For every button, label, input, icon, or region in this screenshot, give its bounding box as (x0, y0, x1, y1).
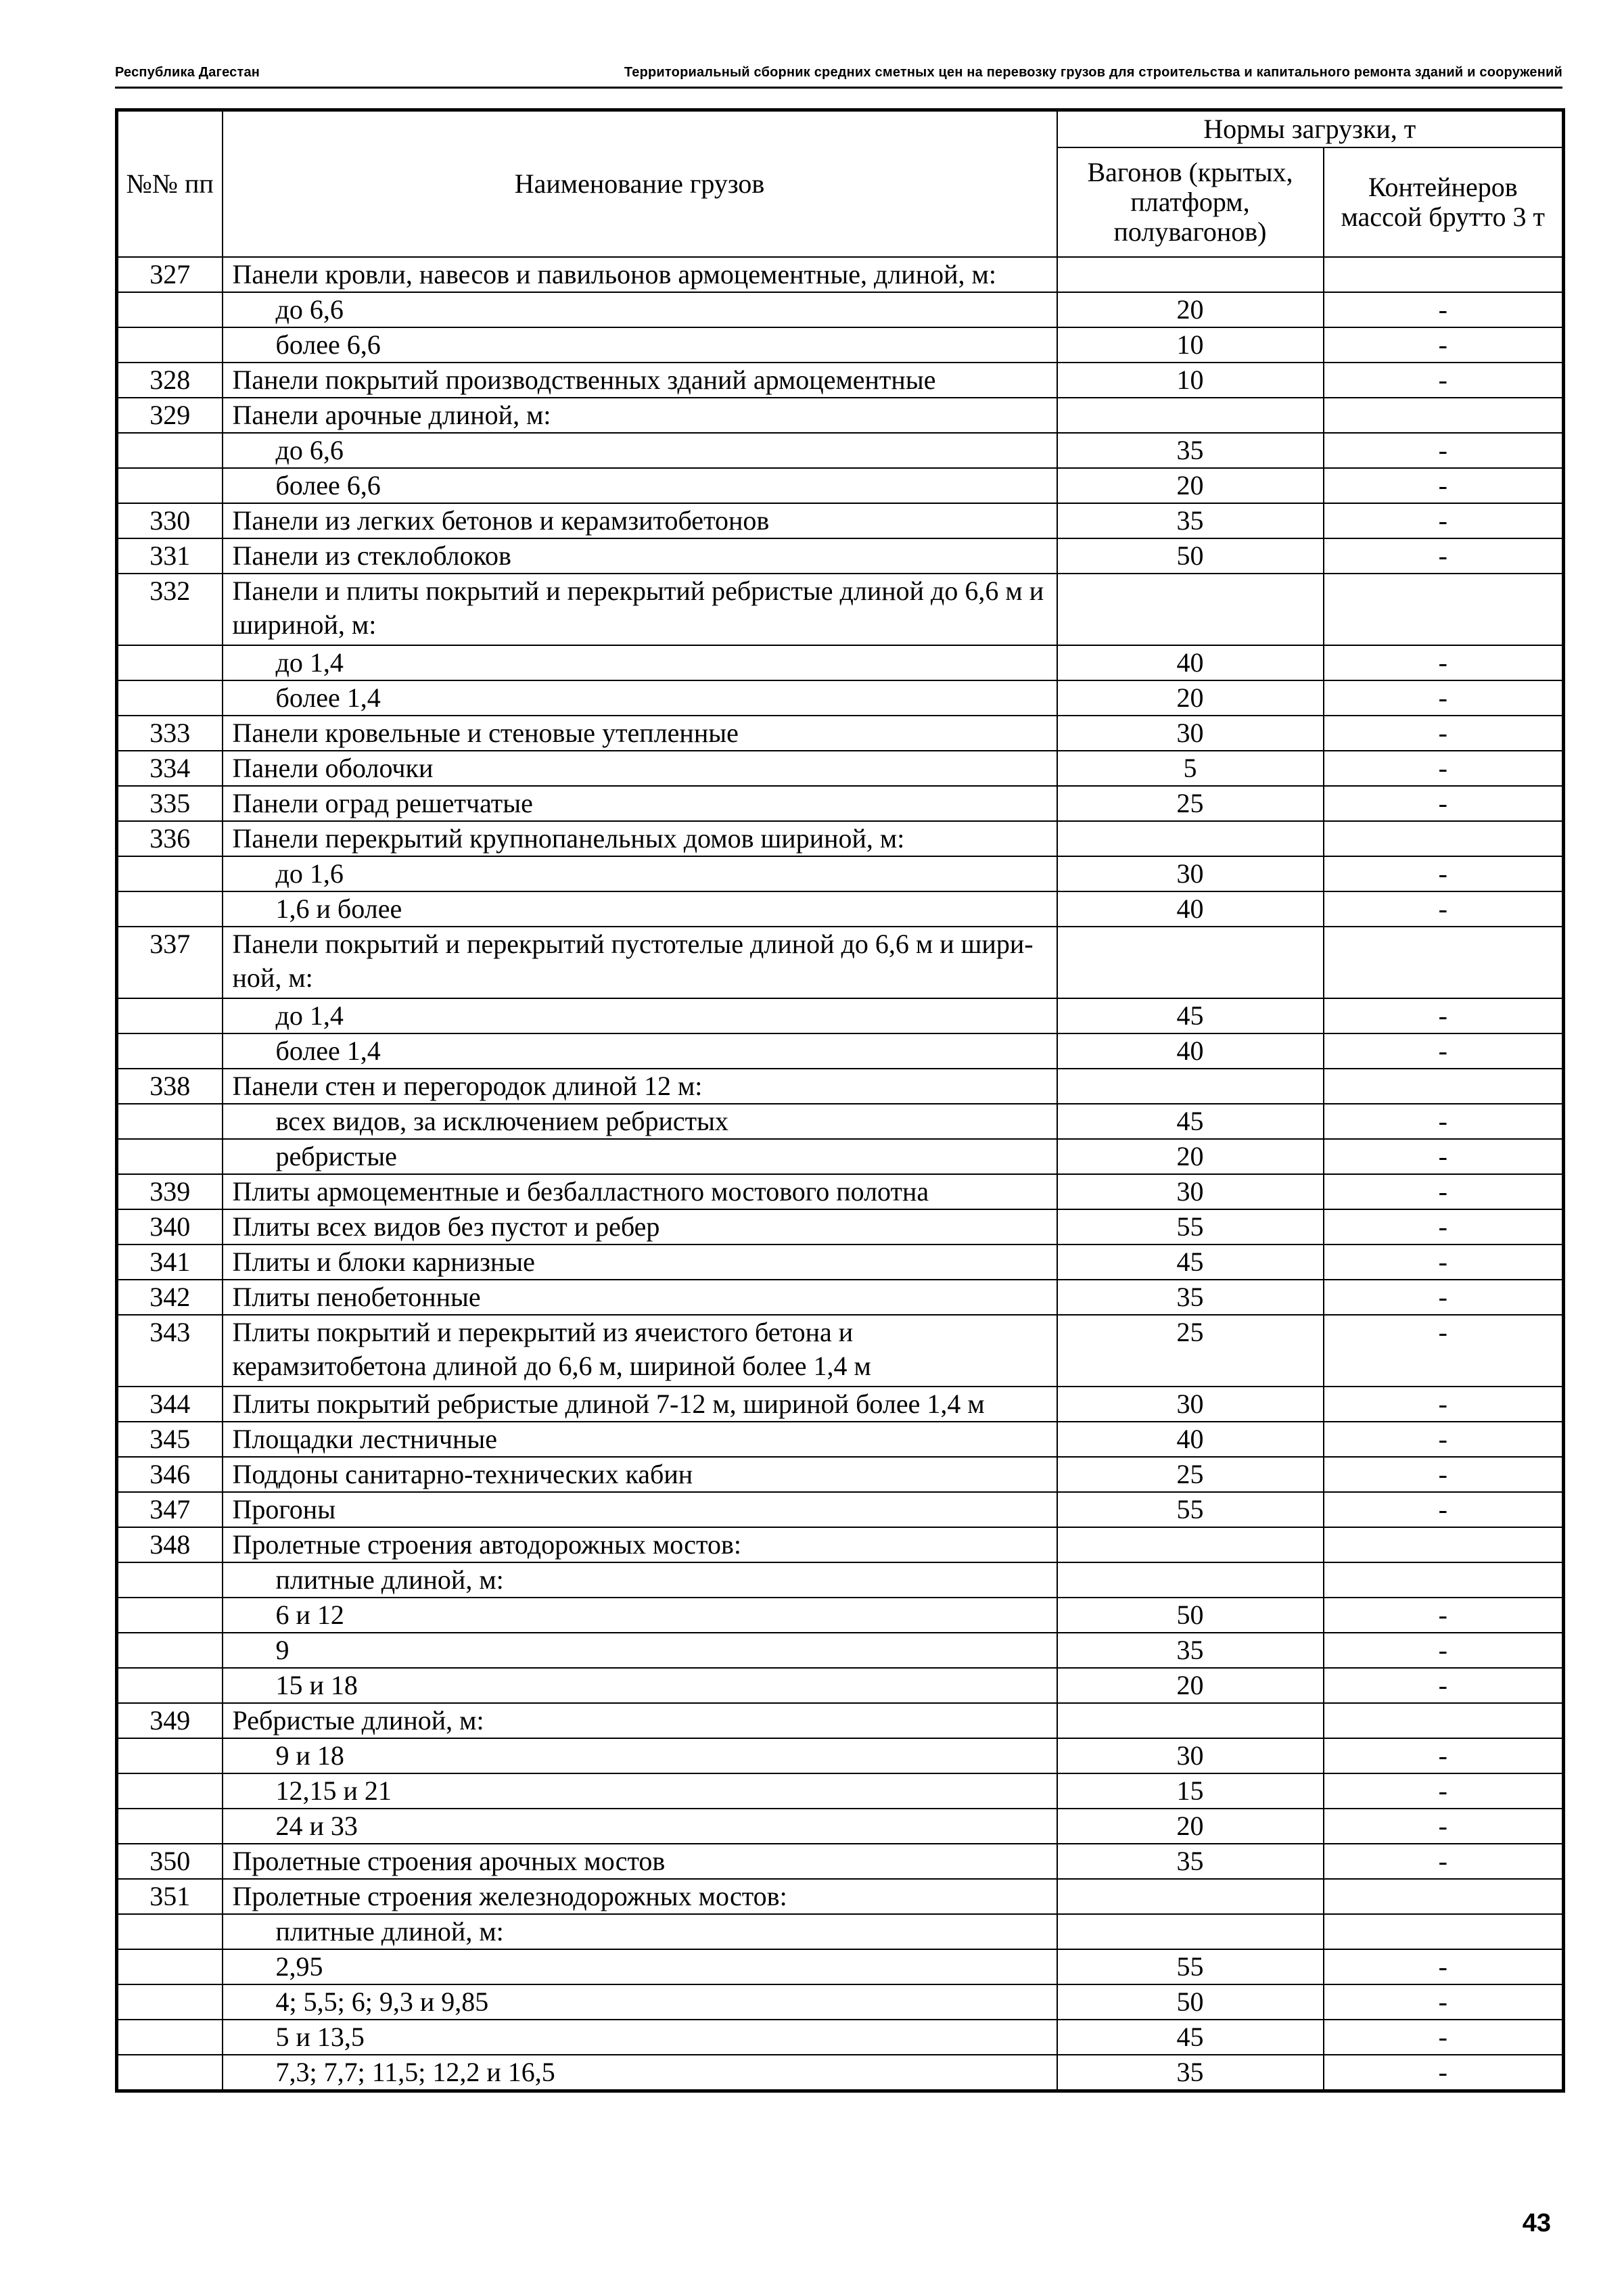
table-row (117, 680, 1564, 716)
table-row (117, 257, 1564, 292)
cell-cargo-name: Панели покрытий и перекрытий пустотелые длиной до 6,6 м и шири-ной, м: (223, 927, 1057, 998)
cell-number: 337 (117, 927, 223, 998)
cell-containers-norm: - (1324, 1033, 1564, 1069)
cell-containers-norm (1324, 1562, 1564, 1598)
cell-number (117, 1139, 223, 1174)
cell-number (117, 1738, 223, 1773)
table-row (117, 1174, 1564, 1209)
table-row (117, 1139, 1564, 1174)
table-row (117, 327, 1564, 363)
cell-wagons-norm: 35 (1057, 1280, 1324, 1315)
table-row (117, 503, 1564, 538)
column-header-name: Наименование грузов (223, 110, 1057, 258)
cell-wagons-norm (1057, 1527, 1324, 1562)
cell-cargo-name: Панели перекрытий крупнопанельных домов шириной, м: (223, 821, 1057, 856)
cell-cargo-name: 5 и 13,5 (223, 2020, 1057, 2055)
cell-containers-norm: - (1324, 891, 1564, 927)
page-number: 43 (1522, 2209, 1551, 2237)
cell-wagons-norm: 10 (1057, 327, 1324, 363)
cell-number: 341 (117, 1244, 223, 1280)
cell-cargo-name: плитные длиной, м: (223, 1562, 1057, 1598)
cell-cargo-name: Поддоны санитарно-технических кабин (223, 1457, 1057, 1492)
cell-containers-norm: - (1324, 433, 1564, 468)
cell-number: 339 (117, 1174, 223, 1209)
running-header (115, 65, 1562, 87)
cell-number (117, 856, 223, 891)
cell-number (117, 645, 223, 680)
table-row (117, 998, 1564, 1033)
cell-wagons-norm: 40 (1057, 1422, 1324, 1457)
cell-cargo-name: 15 и 18 (223, 1668, 1057, 1703)
cell-wagons-norm (1057, 927, 1324, 998)
cell-cargo-name: Панели оболочки (223, 751, 1057, 786)
cell-number: 336 (117, 821, 223, 856)
cell-containers-norm: - (1324, 1773, 1564, 1809)
cell-number: 327 (117, 257, 223, 292)
cell-cargo-name: Панели кровельные и стеновые утепленные (223, 716, 1057, 751)
cell-containers-norm: - (1324, 538, 1564, 574)
cell-containers-norm (1324, 1914, 1564, 1949)
cell-cargo-name: 12,15 и 21 (223, 1773, 1057, 1809)
cell-number (117, 1668, 223, 1703)
cell-wagons-norm: 20 (1057, 468, 1324, 503)
cell-wagons-norm: 25 (1057, 1457, 1324, 1492)
cell-containers-norm (1324, 1703, 1564, 1738)
cell-cargo-name: более 1,4 (223, 1033, 1057, 1069)
cell-containers-norm (1324, 574, 1564, 645)
table-row (117, 2055, 1564, 2091)
cell-cargo-name: Ребристые длиной, м: (223, 1703, 1057, 1738)
table-row (117, 1527, 1564, 1562)
cell-number (117, 433, 223, 468)
cell-cargo-name: до 6,6 (223, 433, 1057, 468)
cell-number: 342 (117, 1280, 223, 1315)
table-row (117, 292, 1564, 327)
cell-wagons-norm: 40 (1057, 1033, 1324, 1069)
cell-cargo-name: Пролетные строения железнодорожных мостов: (223, 1879, 1057, 1914)
cell-number (117, 1984, 223, 2020)
cell-wagons-norm: 50 (1057, 1598, 1324, 1633)
cell-wagons-norm: 55 (1057, 1492, 1324, 1527)
cell-number: 329 (117, 398, 223, 433)
table-row (117, 1949, 1564, 1984)
cell-wagons-norm: 20 (1057, 1809, 1324, 1844)
cell-containers-norm: - (1324, 856, 1564, 891)
cell-cargo-name: 1,6 и более (223, 891, 1057, 927)
cell-wagons-norm: 30 (1057, 716, 1324, 751)
table-row (117, 1387, 1564, 1422)
cell-number: 349 (117, 1703, 223, 1738)
cell-containers-norm: - (1324, 1139, 1564, 1174)
cell-containers-norm: - (1324, 1280, 1564, 1315)
cell-containers-norm: - (1324, 1492, 1564, 1527)
cell-wagons-norm: 35 (1057, 433, 1324, 468)
cell-wagons-norm: 55 (1057, 1209, 1324, 1244)
cell-containers-norm: - (1324, 1422, 1564, 1457)
cell-number (117, 1104, 223, 1139)
cell-wagons-norm: 45 (1057, 998, 1324, 1033)
cell-containers-norm (1324, 1069, 1564, 1104)
cell-containers-norm: - (1324, 1738, 1564, 1773)
cell-cargo-name: 4; 5,5; 6; 9,3 и 9,85 (223, 1984, 1057, 2020)
cell-containers-norm: - (1324, 1598, 1564, 1633)
cell-containers-norm: - (1324, 292, 1564, 327)
cell-number: 350 (117, 1844, 223, 1879)
cell-number: 347 (117, 1492, 223, 1527)
cell-containers-norm (1324, 398, 1564, 433)
cell-number (117, 998, 223, 1033)
cell-cargo-name: Панели из стеклоблоков (223, 538, 1057, 574)
cell-containers-norm: - (1324, 716, 1564, 751)
cell-cargo-name: до 1,4 (223, 645, 1057, 680)
cell-number (117, 468, 223, 503)
cell-containers-norm: - (1324, 1844, 1564, 1879)
cell-number (117, 2020, 223, 2055)
table-row (117, 716, 1564, 751)
cell-cargo-name: Плиты и блоки карнизные (223, 1244, 1057, 1280)
table-row (117, 538, 1564, 574)
table-row (117, 574, 1564, 645)
cell-wagons-norm: 15 (1057, 1773, 1324, 1809)
table-row (117, 891, 1564, 927)
cell-wagons-norm: 50 (1057, 538, 1324, 574)
cell-number: 331 (117, 538, 223, 574)
table-row (117, 1914, 1564, 1949)
header-rule (115, 87, 1562, 89)
cell-wagons-norm: 20 (1057, 1139, 1324, 1174)
table-row (117, 1879, 1564, 1914)
cell-number (117, 680, 223, 716)
cell-containers-norm (1324, 257, 1564, 292)
cell-number (117, 292, 223, 327)
cell-number: 334 (117, 751, 223, 786)
table-row (117, 786, 1564, 821)
cell-containers-norm: - (1324, 468, 1564, 503)
table-row (117, 1809, 1564, 1844)
table-row (117, 645, 1564, 680)
header-region: Республика Дагестан (115, 65, 260, 80)
cell-wagons-norm: 25 (1057, 786, 1324, 821)
cell-containers-norm: - (1324, 1209, 1564, 1244)
cell-containers-norm: - (1324, 1104, 1564, 1139)
cell-wagons-norm: 45 (1057, 2020, 1324, 2055)
cell-cargo-name: Панели из легких бетонов и керамзитобетонов (223, 503, 1057, 538)
cell-containers-norm: - (1324, 2020, 1564, 2055)
cell-number: 332 (117, 574, 223, 645)
cell-number (117, 1562, 223, 1598)
table-row (117, 433, 1564, 468)
cell-number (117, 327, 223, 363)
cell-containers-norm (1324, 927, 1564, 998)
cell-wagons-norm: 30 (1057, 1738, 1324, 1773)
table-row (117, 1069, 1564, 1104)
cell-cargo-name: Пролетные строения арочных мостов (223, 1844, 1057, 1879)
table-row (117, 1422, 1564, 1457)
cell-containers-norm: - (1324, 680, 1564, 716)
cell-containers-norm: - (1324, 1244, 1564, 1280)
cell-wagons-norm (1057, 1879, 1324, 1914)
cell-number (117, 1914, 223, 1949)
table-row (117, 1844, 1564, 1879)
cell-wagons-norm: 55 (1057, 1949, 1324, 1984)
cell-wagons-norm: 20 (1057, 1668, 1324, 1703)
cell-containers-norm: - (1324, 503, 1564, 538)
cell-number (117, 1809, 223, 1844)
cell-cargo-name: Прогоны (223, 1492, 1057, 1527)
cell-containers-norm: - (1324, 1387, 1564, 1422)
table-row (117, 1280, 1564, 1315)
cell-containers-norm: - (1324, 1949, 1564, 1984)
table-row (117, 1492, 1564, 1527)
cell-cargo-name: 9 (223, 1633, 1057, 1668)
cell-number (117, 1633, 223, 1668)
cell-containers-norm: - (1324, 1315, 1564, 1387)
table-row (117, 398, 1564, 433)
table-row (117, 1244, 1564, 1280)
cell-containers-norm: - (1324, 1668, 1564, 1703)
cell-wagons-norm (1057, 821, 1324, 856)
cell-wagons-norm: 30 (1057, 1174, 1324, 1209)
cell-cargo-name: Плиты пенобетонные (223, 1280, 1057, 1315)
cell-cargo-name: Плиты покрытий и перекрытий из ячеистого бетона и керамзитобетона длиной до 6,6 м, шириной более 1,4 м (223, 1315, 1057, 1387)
cell-wagons-norm: 5 (1057, 751, 1324, 786)
cell-wagons-norm: 25 (1057, 1315, 1324, 1387)
table-row (117, 1033, 1564, 1069)
cell-number (117, 891, 223, 927)
cell-number: 340 (117, 1209, 223, 1244)
cell-containers-norm (1324, 1527, 1564, 1562)
cell-containers-norm: - (1324, 998, 1564, 1033)
table-row (117, 1315, 1564, 1387)
cell-number: 345 (117, 1422, 223, 1457)
cell-cargo-name: до 1,4 (223, 998, 1057, 1033)
cell-containers-norm: - (1324, 1984, 1564, 2020)
cell-cargo-name: Панели стен и перегородок длиной 12 м: (223, 1069, 1057, 1104)
table-row (117, 1633, 1564, 1668)
cell-number: 335 (117, 786, 223, 821)
header-collection-title: Территориальный сборник средних сметных цен на перевозку грузов для строительства и капитального ремонта зданий и сооружений (624, 65, 1562, 80)
cell-cargo-name: Панели и плиты покрытий и перекрытий ребристые длиной до 6,6 м и шириной, м: (223, 574, 1057, 645)
cell-cargo-name: Панели арочные длиной, м: (223, 398, 1057, 433)
table-row (117, 821, 1564, 856)
cell-containers-norm: - (1324, 363, 1564, 398)
cell-number: 348 (117, 1527, 223, 1562)
cell-wagons-norm: 35 (1057, 503, 1324, 538)
cell-cargo-name: более 1,4 (223, 680, 1057, 716)
cell-wagons-norm: 35 (1057, 1633, 1324, 1668)
cell-cargo-name: более 6,6 (223, 468, 1057, 503)
table-row (117, 1457, 1564, 1492)
cell-wagons-norm (1057, 1069, 1324, 1104)
table-row (117, 1598, 1564, 1633)
table-row (117, 1104, 1564, 1139)
cell-wagons-norm: 20 (1057, 292, 1324, 327)
table-row (117, 856, 1564, 891)
cell-cargo-name: всех видов, за исключением ребристых (223, 1104, 1057, 1139)
cell-number: 343 (117, 1315, 223, 1387)
column-header-containers: Контейнеров массой брутто 3 т (1324, 147, 1564, 257)
cell-cargo-name: Плиты покрытий ребристые длиной 7-12 м, шириной более 1,4 м (223, 1387, 1057, 1422)
cell-wagons-norm: 10 (1057, 363, 1324, 398)
table-row (117, 1738, 1564, 1773)
cell-cargo-name: 9 и 18 (223, 1738, 1057, 1773)
table-row (117, 1703, 1564, 1738)
loading-norms-table (115, 108, 1565, 2093)
cell-number: 351 (117, 1879, 223, 1914)
cell-number: 338 (117, 1069, 223, 1104)
cell-wagons-norm: 30 (1057, 1387, 1324, 1422)
cell-wagons-norm (1057, 1914, 1324, 1949)
cell-containers-norm: - (1324, 786, 1564, 821)
cell-cargo-name: ребристые (223, 1139, 1057, 1174)
table-row (117, 927, 1564, 998)
cell-wagons-norm: 35 (1057, 2055, 1324, 2091)
table-row (117, 1668, 1564, 1703)
cell-cargo-name: Площадки лестничные (223, 1422, 1057, 1457)
cell-cargo-name: Плиты армоцементные и безбалластного мостового полотна (223, 1174, 1057, 1209)
cell-wagons-norm: 40 (1057, 645, 1324, 680)
column-header-wagons: Вагонов (крытых, платформ, полувагонов) (1057, 147, 1324, 257)
cell-number: 346 (117, 1457, 223, 1492)
cell-containers-norm: - (1324, 1809, 1564, 1844)
table-row (117, 2020, 1564, 2055)
cell-cargo-name: 7,3; 7,7; 11,5; 12,2 и 16,5 (223, 2055, 1057, 2091)
cell-number: 328 (117, 363, 223, 398)
cell-number (117, 2055, 223, 2091)
cell-cargo-name: Панели оград решетчатые (223, 786, 1057, 821)
cell-containers-norm: - (1324, 1633, 1564, 1668)
cell-containers-norm: - (1324, 2055, 1564, 2091)
table-row (117, 751, 1564, 786)
cell-wagons-norm: 45 (1057, 1244, 1324, 1280)
cell-containers-norm: - (1324, 645, 1564, 680)
table-row (117, 1562, 1564, 1598)
cell-cargo-name: Плиты всех видов без пустот и ребер (223, 1209, 1057, 1244)
table-row (117, 363, 1564, 398)
cell-containers-norm: - (1324, 327, 1564, 363)
cell-containers-norm (1324, 821, 1564, 856)
cell-wagons-norm (1057, 1562, 1324, 1598)
cell-wagons-norm: 20 (1057, 680, 1324, 716)
cell-cargo-name: 6 и 12 (223, 1598, 1057, 1633)
cell-number: 330 (117, 503, 223, 538)
table-body (117, 257, 1564, 2091)
cell-wagons-norm (1057, 574, 1324, 645)
cell-cargo-name: Панели кровли, навесов и павильонов армоцементные, длиной, м: (223, 257, 1057, 292)
column-header-number: №№ пп (117, 110, 223, 258)
cell-containers-norm: - (1324, 1174, 1564, 1209)
table-row (117, 1984, 1564, 2020)
cell-wagons-norm: 50 (1057, 1984, 1324, 2020)
column-header-norms: Нормы загрузки, т (1057, 110, 1564, 148)
cell-wagons-norm (1057, 1703, 1324, 1738)
cell-cargo-name: до 6,6 (223, 292, 1057, 327)
cell-cargo-name: 2,95 (223, 1949, 1057, 1984)
cell-number (117, 1598, 223, 1633)
cell-wagons-norm (1057, 257, 1324, 292)
cell-wagons-norm (1057, 398, 1324, 433)
cell-number: 333 (117, 716, 223, 751)
cell-wagons-norm: 45 (1057, 1104, 1324, 1139)
table-row (117, 1209, 1564, 1244)
table-row (117, 1773, 1564, 1809)
cell-cargo-name: Пролетные строения автодорожных мостов: (223, 1527, 1057, 1562)
cell-containers-norm: - (1324, 751, 1564, 786)
cell-cargo-name: до 1,6 (223, 856, 1057, 891)
cell-containers-norm (1324, 1879, 1564, 1914)
cell-wagons-norm: 30 (1057, 856, 1324, 891)
cell-wagons-norm: 40 (1057, 891, 1324, 927)
cell-cargo-name: Панели покрытий производственных зданий армоцементные (223, 363, 1057, 398)
cell-cargo-name: плитные длиной, м: (223, 1914, 1057, 1949)
cell-number: 344 (117, 1387, 223, 1422)
cell-number (117, 1033, 223, 1069)
cell-number (117, 1773, 223, 1809)
table-row (117, 468, 1564, 503)
cell-number (117, 1949, 223, 1984)
cell-cargo-name: 24 и 33 (223, 1809, 1057, 1844)
cell-containers-norm: - (1324, 1457, 1564, 1492)
cell-wagons-norm: 35 (1057, 1844, 1324, 1879)
cell-cargo-name: более 6,6 (223, 327, 1057, 363)
